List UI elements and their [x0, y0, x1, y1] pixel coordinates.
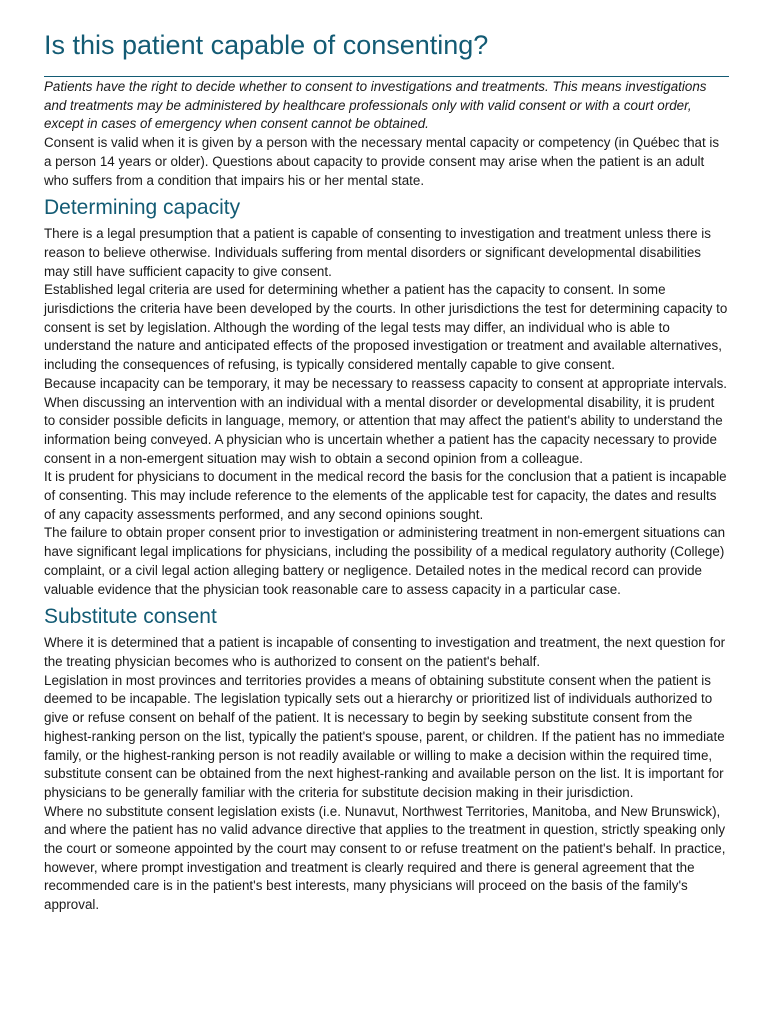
section-paragraph: It is prudent for physicians to document in the medical record the basis for the conclusion that a patient is incapable of consenting. This may include reference to the elements of the applicable test for capacity, the dates and results of any capacity assessments performed, and any second opinions sought. [44, 469, 727, 522]
title-divider [44, 76, 729, 77]
section-paragraph: Where it is determined that a patient is incapable of consenting to investigation and treatment, the next question for the treating physician becomes who is authorized to consent on the patient's behalf. [44, 635, 726, 669]
consent-validity-paragraph: Consent is valid when it is given by a person with the necessary mental capacity or competency (in Québec that is a person 14 years or older). Questions about capacity to provide consent may arise when the patient is an adult who suffers from a condition that impairs his or her mental state. [44, 135, 720, 188]
section-paragraph: When discussing an intervention with an individual with a mental disorder or developmental disability, it is prudent to consider possible deficits in language, memory, or attention that may affect the patient's ability to understand the information being conveyed. A physician who is uncertain whether a patient has the capacity necessary to provide consent in a non-emergent situation may wish to obtain a second opinion from a colleague. [44, 394, 723, 466]
section-paragraph: Established legal criteria are used for determining whether a patient has the capacity to consent. In some jurisdictions the criteria have been developed by the courts. In other jurisdictions the test for determining capacity to consent is set by legislation. Although the wording of the legal tests may differ, an individual who is able to understand the nature and anticipated effects of the proposed investigation or treatment and available alternatives, including the consequences of refusing, is typically considered mentally capable to give consent. [44, 282, 728, 373]
section-paragraph: Legislation in most provinces and territories provides a means of obtaining substitute consent when the patient is deemed to be incapable. The legislation typically sets out a hierarchy or prioritized list of individuals authorized to give or refuse consent on behalf of the patient. It is necessary to begin by seeking substitute consent from the highest-ranking person on the list, typically the patient's spouse, parent, or children. If the patient has no immediate family, or the highest-ranking person is not readily available or willing to make a decision within the required time, substitute consent can be obtained from the next highest-ranking and available person on the list. It is important for physicians to be generally familiar with the criteria for substitute decision making in their jurisdiction. [44, 672, 725, 800]
intro-paragraph: Patients have the right to decide whether to consent to investigations and treatments. This means investigations and treatments may be administered by healthcare professionals only with valid consent or with a court order, except in cases of emergency when consent cannot be obtained. [44, 79, 707, 132]
section-paragraph: Because incapacity can be temporary, it may be necessary to reassess capacity to consent at appropriate intervals. [44, 375, 728, 391]
section-paragraph: The failure to obtain proper consent prior to investigation or administering treatment in non-emergent situations can have significant legal implications for physicians, including the possibility of a medical regulatory authority (College) complaint, or a civil legal action alleging battery or negligence. Detailed notes in the medical record can provide valuable evidence that the physician took reasonable care to assess capacity in a particular case. [44, 525, 726, 597]
section-substitute-consent [44, 603, 728, 915]
section-paragraph: Where no substitute consent legislation exists (i.e. Nunavut, Northwest Territories, Manitoba, and New Brunswick), and where the patient has no valid advance directive that applies to the treatment in question, strictly speaking only the court or someone appointed by the court may consent to or refuse treatment on the patient's behalf. In practice, however, where prompt investigation and treatment is clearly required and there is general agreement that the recommended care is in the patient's best interests, many physicians will proceed on the basis of the family's approval. [44, 803, 726, 913]
page-title: Is this patient capable of consenting? [44, 30, 489, 60]
section-heading: Determining capacity [44, 196, 241, 220]
section-determining-capacity [44, 194, 728, 599]
section-paragraph: There is a legal presumption that a patient is capable of consenting to investigation and treatment unless there is reason to believe otherwise. Individuals suffering from mental disorders or significant developmental disabilities may still have sufficient capacity to give consent. [44, 226, 711, 279]
section-heading: Substitute consent [44, 605, 217, 629]
